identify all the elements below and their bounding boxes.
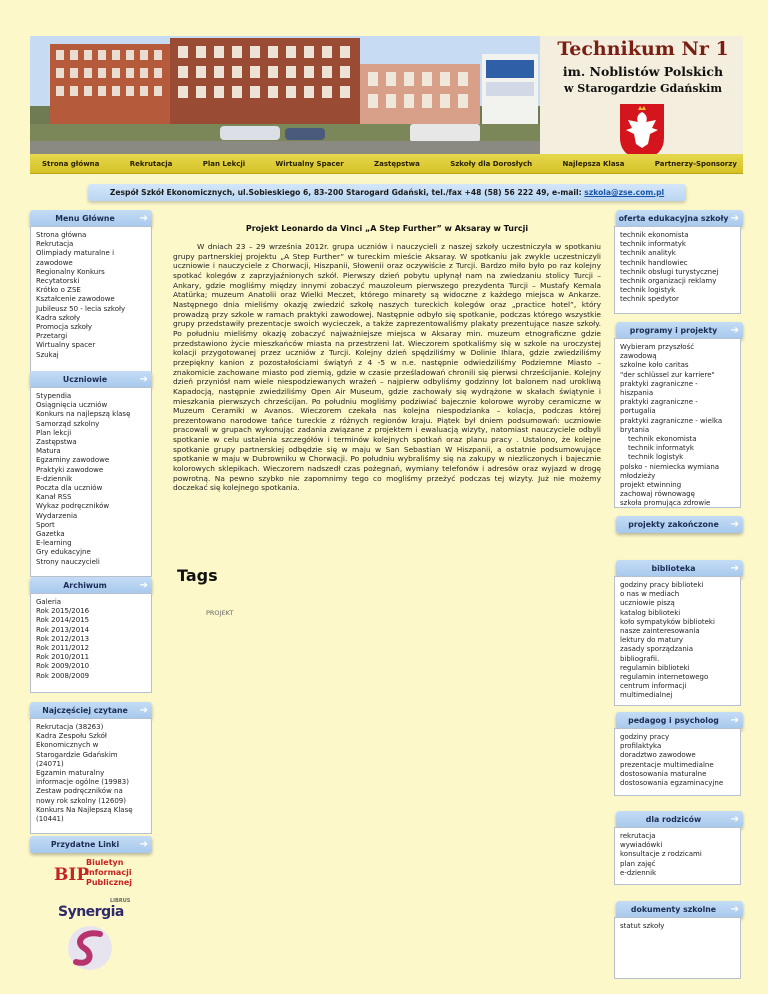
pedagog-title: pedagog i psycholog bbox=[628, 716, 719, 725]
projects-sub-item[interactable]: technik logistyk bbox=[628, 453, 684, 462]
library-item[interactable]: o nas w mediach bbox=[620, 590, 680, 599]
finished-projects-header[interactable] bbox=[616, 516, 743, 533]
school-photo-illustration bbox=[30, 36, 540, 154]
bip-logo-text bbox=[86, 858, 132, 888]
arrow-right-icon: ➔ bbox=[730, 904, 739, 915]
menu-item[interactable]: Jubileusz 50 - lecia szkoły bbox=[36, 304, 126, 313]
library-item[interactable]: regulamin biblioteki bbox=[620, 663, 690, 672]
archive-item[interactable]: Rok 2015/2016 bbox=[36, 607, 90, 616]
popular-item[interactable]: Konkurs Na Najlepszą Klasę bbox=[36, 805, 133, 814]
menu-item[interactable]: Olimpiady maturalne i bbox=[36, 249, 115, 258]
article-title: Projekt Leonardo da Vinci „A Step Further” w Aksaray w Turcji bbox=[245, 224, 529, 233]
pedagog-item[interactable]: doradztwo zawodowe bbox=[620, 751, 696, 760]
offer-item[interactable]: technik organizacji reklamy bbox=[620, 277, 717, 286]
parents-item[interactable]: plan zajęć bbox=[620, 859, 656, 868]
archive-item[interactable]: Rok 2013/2014 bbox=[36, 625, 90, 634]
archive-header bbox=[30, 577, 152, 594]
menu-item[interactable]: Rekrutacja bbox=[36, 240, 74, 249]
school-photo bbox=[30, 36, 540, 154]
parents-item[interactable]: e-dziennik bbox=[620, 868, 657, 877]
page bbox=[30, 36, 743, 986]
students-item[interactable]: Poczta dla uczniów bbox=[36, 484, 103, 493]
library-item[interactable]: regulamin internetowego bbox=[620, 673, 709, 682]
students-item[interactable]: Gry edukacyjne bbox=[36, 548, 91, 557]
students-title: Uczniowie bbox=[62, 375, 108, 384]
pedagog-header bbox=[616, 712, 743, 729]
archive-item[interactable]: Rok 2012/2013 bbox=[36, 634, 90, 643]
offer-header bbox=[616, 210, 743, 227]
projects-item[interactable]: szkoła promująca zdrowie bbox=[620, 499, 711, 508]
menu-item[interactable]: Wirtualny spacer bbox=[36, 341, 96, 350]
address-bar bbox=[88, 184, 686, 201]
bip-logo-mark: BIP bbox=[54, 865, 90, 885]
nav-item-partners[interactable]: Partnerzy-Sponsorzy bbox=[654, 159, 737, 168]
arrow-right-icon: ➔ bbox=[139, 213, 148, 224]
offer-item[interactable]: technik analityk bbox=[620, 249, 676, 258]
offer-item[interactable]: technik informatyk bbox=[620, 240, 686, 249]
nav-item-adult-schools[interactable]: Szkoły dla Dorosłych bbox=[450, 159, 533, 168]
article bbox=[173, 224, 601, 493]
projects-list bbox=[614, 338, 741, 508]
menu-header bbox=[30, 210, 152, 227]
students-item[interactable]: Wykaz podręczników bbox=[36, 502, 110, 511]
menu-item[interactable]: Szukaj bbox=[36, 350, 59, 359]
finished-projects-title: projekty zakończone bbox=[628, 520, 719, 529]
projects-sub-item[interactable]: technik ekonomista bbox=[628, 435, 697, 444]
pedagog-item[interactable]: dostosowania maturalne bbox=[620, 769, 707, 778]
nav-item-virtual-tour[interactable]: Wirtualny Spacer bbox=[275, 159, 344, 168]
bip-line-3: Publicznej bbox=[86, 878, 133, 887]
menu-item[interactable]: Recytatorski bbox=[36, 277, 80, 286]
library-item[interactable]: nasze zainteresowania bbox=[620, 627, 700, 636]
projects-item[interactable]: brytania bbox=[620, 425, 650, 434]
header bbox=[30, 36, 743, 154]
links-header bbox=[30, 836, 152, 853]
archive-item[interactable]: Rok 2009/2010 bbox=[36, 662, 90, 671]
students-item[interactable]: E-dziennik bbox=[36, 474, 73, 483]
docs-list bbox=[614, 917, 741, 979]
library-item[interactable]: koło sympatyków biblioteki bbox=[620, 617, 715, 626]
offer-title: oferta edukacyjna szkoły bbox=[618, 214, 729, 223]
pedagog-item[interactable]: profilaktyka bbox=[620, 742, 662, 751]
students-item[interactable]: Konkurs na najlepszą klasę bbox=[36, 410, 131, 419]
tag-link[interactable]: PROJEKT bbox=[206, 609, 234, 617]
polish-eagle-emblem-icon bbox=[618, 102, 666, 162]
librus-label: LIBRUS bbox=[110, 898, 131, 904]
menu-item[interactable]: Strona główna bbox=[36, 231, 87, 239]
students-item[interactable]: E-learning bbox=[36, 539, 72, 548]
offer-item[interactable]: technik spedytor bbox=[620, 295, 679, 304]
offer-item[interactable]: technik logistyk bbox=[620, 286, 676, 295]
library-title: biblioteka bbox=[651, 564, 696, 573]
students-item[interactable]: Samorząd szkolny bbox=[36, 419, 100, 428]
parents-item[interactable]: wywiadówki bbox=[620, 841, 663, 850]
menu-item[interactable]: Kadra szkoły bbox=[36, 313, 81, 322]
arrow-right-icon: ➔ bbox=[730, 715, 739, 726]
archive-item[interactable]: Rok 2010/2011 bbox=[36, 653, 90, 662]
site-subtitle: im. Noblistów Polskich bbox=[562, 64, 724, 79]
popular-header bbox=[30, 702, 152, 719]
bip-line-1: Biuletyn bbox=[86, 858, 124, 867]
popular-item[interactable]: (24071) bbox=[36, 759, 64, 768]
menu-item[interactable]: Promocja szkoły bbox=[36, 323, 93, 332]
library-item[interactable]: uczniowie piszą bbox=[620, 599, 675, 608]
students-item[interactable]: Plan lekcji bbox=[36, 428, 72, 437]
menu-item[interactable]: Przetargi bbox=[36, 332, 68, 341]
library-item[interactable]: zasady sporządzania bbox=[620, 645, 694, 654]
docs-header bbox=[616, 901, 743, 918]
projects-item[interactable]: polsko - niemiecka wymiana bbox=[620, 462, 720, 471]
offer-list bbox=[614, 226, 741, 314]
students-item[interactable]: Kanał RSS bbox=[36, 493, 72, 502]
popular-item[interactable]: Egzamin maturalny bbox=[36, 769, 105, 778]
students-item[interactable]: Wydarzenia bbox=[36, 511, 78, 520]
projects-item[interactable]: praktyki zagraniczne - wielka bbox=[620, 416, 723, 425]
projects-item[interactable]: zachowaj równowagę bbox=[620, 490, 695, 499]
offer-item[interactable]: technik ekonomista bbox=[620, 231, 689, 239]
projects-item[interactable]: zawodową bbox=[620, 352, 657, 361]
bip-line-2: Informacji bbox=[86, 868, 132, 877]
pedagog-item[interactable]: prezentacje multimedialne bbox=[620, 760, 714, 769]
archive-item[interactable]: Rok 2008/2009 bbox=[36, 671, 90, 680]
students-item[interactable]: Strony nauczycieli bbox=[36, 557, 100, 566]
students-header bbox=[30, 371, 152, 388]
synergia-swirl-icon bbox=[66, 924, 114, 972]
library-item[interactable]: godziny pracy biblioteki bbox=[620, 581, 704, 589]
menu-title: Menu Główne bbox=[55, 214, 115, 223]
popular-title: Najczęściej czytane bbox=[42, 706, 128, 715]
parents-title: dla rodziców bbox=[645, 815, 702, 824]
students-item[interactable]: Osiągnięcia uczniów bbox=[36, 401, 108, 410]
parents-item[interactable]: rekrutacja bbox=[620, 832, 656, 840]
nav-item-best-class[interactable]: Najlepsza Klasa bbox=[562, 159, 625, 168]
popular-list bbox=[30, 718, 152, 834]
projects-item[interactable]: Wybieram przyszłość bbox=[620, 343, 695, 351]
library-list bbox=[614, 576, 741, 706]
docs-item[interactable]: statut szkoły bbox=[620, 922, 665, 930]
synergia-label: Synergia bbox=[58, 904, 124, 920]
students-item[interactable]: Sport bbox=[36, 520, 55, 529]
projects-item[interactable]: "der schlüssel zur karriere" bbox=[620, 370, 715, 379]
students-item[interactable]: Zastępstwa bbox=[36, 438, 77, 447]
popular-item[interactable]: (10441) bbox=[36, 815, 64, 824]
arrow-right-icon: ➔ bbox=[139, 580, 148, 591]
menu-item[interactable]: Regionalny Konkurs bbox=[36, 267, 105, 276]
main-nav bbox=[30, 154, 743, 174]
students-list bbox=[30, 387, 152, 577]
projects-item[interactable]: praktyki zagraniczne - bbox=[620, 398, 698, 407]
students-item[interactable]: Gazetka bbox=[36, 530, 65, 539]
arrow-right-icon: ➔ bbox=[730, 325, 739, 336]
arrow-right-icon: ➔ bbox=[139, 705, 148, 716]
nav-item-recruitment[interactable]: Rekrutacja bbox=[129, 159, 173, 168]
projects-item[interactable]: projekt etwinning bbox=[620, 481, 682, 490]
links-title: Przydatne Linki bbox=[50, 840, 120, 849]
popular-item[interactable]: Zestaw podręczników na bbox=[36, 787, 123, 796]
projects-item[interactable]: praktyki zagraniczne - bbox=[620, 379, 698, 388]
offer-item[interactable]: technik handlowiec bbox=[620, 258, 688, 267]
article-body: W dniach 23 – 29 września 2012r. grupa uczniów i nauczycieli z naszej szkoły uczestniczyła w spotkaniu grupy partnerskiej projektu „A Step Further” w tureckim mieście Aksaray. W spotkaniu jak zwykle uczestniczyli uczniowie i nauczyciele z Chorwacji, Hiszpanii, Słowenii oraz oczywiście z Turcji. Bardzo miło było po raz kolejny spotkać kolegów z zaprzyjaźnionych szkół. Pierwszy dzień pobytu upłynął nam na zwiedzaniu stolicy Turcji – Ankary, gdzie mogliśmy między innymi zobaczyć mauzoleum pierwszego prezydenta Turcji – Mustafy Kemala Atatürka; muzeum Anatolii oraz Wielki Meczet, którego minarety są widoczne z każdego miejsca w Ankarze. Następnego dnia mieliśmy okazję zwiedzić szkołę naszych tureckich kolegów oraz „practice hotel”, który prowadzą przy szkole w ramach praktyki zawodowej. Następnie odbyło się spotkanie, podczas którego wszystkie grupy przedstawiły prezentacje swoich wycieczek, a także zaprezentowaliśmy plakaty prezentujące nasze szkoły. Po południu mieliśmy okazję zobaczyć najważniejsze miejsca w Aksaray min. muzeum etnograficzne gdzie przedstawiono życie mieszkańców miasta na przestrzeni lat. Wieczorem spotkaliśmy się w szkole na uroczystej kolacji przygotowanej przez uczniów z Turcji. Kolejny dzień spędziliśmy w Dolinie Ihlara, gdzie zwiedziliśmy przepiękny kanion z pozostałościami świątyń z 4 -5 w n.e. następnie odwiedziliśmy Podziemne Miasto – znakomicie zachowane miasto pod ziemią, gdzie w czasie prześladowań chronili się pierwsi chrześcijanie. Kolejny dzień przyniósł nam wiele niespodziewanych wrażeń – najpierw odbyliśmy godzinny lot balonem nad urokliwą Kapadocją, następnie zwiedziliśmy Open Air Museum, gdzie zachowały się wydrążone w skałach świątynie i mieszkania pierwszych chrześcijan. Po południu mogliśmy podziwiać bajecznie kolorowe wyroby ceramiczne w Muzeum Ceramiki w Avanos. Wieczorem czekała nas kolejna niespodzianka – kolacja, podczas której prezentowano narodowe tańce tureckie z różnych regionów kraju. Piątek był dniem podsumowań: uczniowie pracowali w grupach wykonując zadania związane z projektem i ewaluacją wizyty, natomiast nauczyciele odbyli spotkanie w celu ustalenia szczegółów i terminów kolejnych spotkań oraz planu pracy . Ustalono, że kolejne spotkanie grupy partnerskiej odbędzie się w maju w San Sebastian W Hiszpanii, a ostatnie podsumowujące spotkanie w maju w Dubrowniku w Chorwacji. Po południu wybraliśmy się na zakupy w niezliczonych i bajecznie kolorowych sklepikach. Wieczorem nadszedł czas pożegnań, wymiany telefonów i adresów oraz wyjazd w drogę powrotną. Na pewno szybko nie zapomnimy tego co mogliśmy przeżyć podczas tej wizyty. Już nie możemy doczekać się kolejnego spotkania. bbox=[173, 242, 601, 493]
pedagog-item[interactable]: dostosowania egzaminacyjne bbox=[620, 779, 724, 788]
site-location: w Starogardzie Gdańskim bbox=[564, 82, 722, 95]
students-item[interactable]: Praktyki zawodowe bbox=[36, 465, 104, 474]
students-item[interactable]: Stypendia bbox=[36, 392, 72, 400]
projects-title: programy i projekty bbox=[629, 326, 718, 335]
nav-item-timetable[interactable]: Plan Lekcji bbox=[202, 159, 246, 168]
arrow-right-icon: ➔ bbox=[730, 519, 739, 530]
archive-list bbox=[30, 593, 152, 693]
popular-item[interactable]: Ekonomicznych w bbox=[36, 741, 99, 750]
library-header bbox=[616, 560, 743, 577]
pedagog-item[interactable]: godziny pracy bbox=[620, 733, 670, 741]
library-item[interactable]: lektury do matury bbox=[620, 636, 683, 645]
nav-item-substitutions[interactable]: Zastępstwa bbox=[374, 159, 420, 168]
menu-list bbox=[30, 226, 152, 374]
archive-item[interactable]: Rok 2011/2012 bbox=[36, 644, 90, 653]
librus-synergia-logo[interactable] bbox=[58, 898, 158, 974]
parents-header bbox=[616, 811, 743, 828]
menu-item[interactable]: zawodowe bbox=[36, 258, 73, 267]
arrow-right-icon: ➔ bbox=[730, 213, 739, 224]
projects-item[interactable]: młodzieży bbox=[620, 471, 656, 480]
popular-item[interactable]: Rekrutacja (38263) bbox=[36, 723, 104, 731]
address-text: Zespół Szkół Ekonomicznych, ul.Sobieskiego 6, 83-200 Starogard Gdański, tel./fax +48 (58) 56 222 49, e-mail: bbox=[109, 188, 585, 197]
menu-item[interactable]: Krótko o ZSE bbox=[36, 286, 81, 295]
parents-item[interactable]: konsultacje z rodzicami bbox=[620, 850, 702, 859]
library-item[interactable]: multimedialnej bbox=[620, 691, 673, 700]
parents-list bbox=[614, 827, 741, 885]
popular-item[interactable]: Starogardzie Gdańskim bbox=[36, 750, 118, 759]
archive-item[interactable]: Galeria bbox=[36, 598, 62, 606]
projects-sub-item[interactable]: technik informatyk bbox=[628, 444, 694, 453]
library-item[interactable]: centrum informacji bbox=[620, 682, 687, 691]
projects-item[interactable]: hiszpania bbox=[620, 389, 654, 398]
docs-title: dokumenty szkolne bbox=[630, 905, 717, 914]
popular-item[interactable]: nowy rok szkolny (12609) bbox=[36, 796, 126, 805]
nav-item-home[interactable]: Strona główna bbox=[42, 159, 100, 168]
arrow-right-icon: ➔ bbox=[730, 814, 739, 825]
site-title: Technikum Nr 1 bbox=[557, 38, 729, 60]
email-link[interactable]: szkola@zse.com.pl bbox=[584, 188, 665, 197]
popular-item[interactable]: Kadra Zespołu Szkół bbox=[36, 732, 107, 741]
students-item[interactable]: Matura bbox=[36, 447, 61, 456]
offer-item[interactable]: technik obsługi turystycznej bbox=[620, 267, 719, 276]
projects-item[interactable]: szkolne koło caritas bbox=[620, 361, 689, 370]
arrow-right-icon: ➔ bbox=[139, 839, 148, 850]
archive-item[interactable]: Rok 2014/2015 bbox=[36, 616, 90, 625]
students-item[interactable]: Egzaminy zawodowe bbox=[36, 456, 110, 465]
projects-header bbox=[616, 322, 743, 339]
arrow-right-icon: ➔ bbox=[730, 563, 739, 574]
library-item[interactable]: bibliografii. bbox=[620, 654, 660, 663]
arrow-right-icon: ➔ bbox=[139, 374, 148, 385]
pedagog-list bbox=[614, 728, 741, 796]
library-item[interactable]: katalog biblioteki bbox=[620, 608, 681, 617]
menu-item[interactable]: Kształcenie zawodowe bbox=[36, 295, 115, 304]
archive-title: Archiwum bbox=[63, 581, 107, 590]
tags-heading: Tags bbox=[177, 566, 218, 585]
projects-item[interactable]: portugalia bbox=[620, 407, 656, 416]
bip-logo[interactable] bbox=[54, 857, 154, 893]
popular-item[interactable]: informacje ogólne (19983) bbox=[36, 778, 129, 787]
